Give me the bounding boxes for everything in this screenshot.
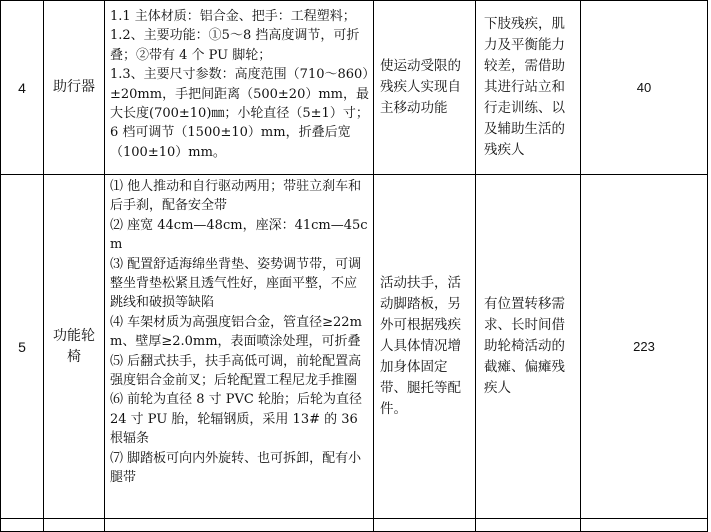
spec-line: 1.3、主要尺寸参数：高度范围（710～860）±20mm，手把间距离（500±20）mm，最大长度(700±10)㎜；小轮直径（5±1）寸；6 档可调节（1500±10）mm，折叠后宽（100±10）mm。 — [110, 67, 369, 160]
spec-line: 1.2、主要功能：①5～8 挡高度调节，可折叠；②带有 4 个 PU 脚轮； — [110, 28, 360, 63]
function-cell: 活动扶手，活动脚踏板，另外可根据残疾人具体情况增加身体固定带、腿托等配件。 — [374, 175, 476, 519]
spec-line: ⑵ 座宽 44cm—48cm，座深：41cm—45cm — [110, 217, 368, 253]
row-index: 5 — [1, 175, 44, 519]
quantity-cell: 223 — [581, 175, 708, 519]
product-name: 功能轮椅 — [44, 175, 105, 519]
quantity-cell: 40 — [581, 1, 708, 175]
table-row — [1, 175, 708, 519]
spec-line: ⑷ 车架材质为高强度铝合金，管直径≥22mm、壁厚≥2.0mm，表面喷涂处理，可折叠 — [110, 314, 362, 350]
spec-line: 1.1 主体材质：铝合金、把手：工程塑料； — [110, 9, 356, 24]
product-name: 助行器 — [44, 1, 105, 175]
spec-line: ⑸ 后翻式扶手，扶手高低可调，前轮配置高强度铝合金前叉；后轮配置工程尼龙手推圈 — [110, 353, 362, 389]
spec-cell — [105, 1, 374, 175]
spec-cell — [105, 175, 374, 519]
spec-line: ⑴ 他人推动和自行驱动两用；带驻立刹车和后手刹，配备安全带 — [110, 179, 362, 214]
spec-line: ⑺ 脚踏板可向内外旋转、也可拆卸，配有小腿带 — [110, 450, 362, 486]
table-row — [1, 1, 708, 175]
function-cell: 使运动受限的残疾人实现自主移动功能 — [374, 1, 476, 175]
spec-line: ⑹ 前轮为直径 8 寸 PVC 轮胎；后轮为直径 24 寸 PU 胎，轮辐钢质，采用 13# 的 36 根辐条 — [110, 392, 363, 447]
spec-line: ⑶ 配置舒适海绵坐背垫、姿势调节带，可调整坐背垫松紧且透气性好，座面平整，不应跳线和破损等缺陷 — [110, 256, 362, 311]
target-users-cell: 下肢残疾，肌力及平衡能力较差，需借助其进行站立和行走训练、以及辅助生活的残疾人 — [476, 1, 581, 175]
target-users-cell: 有位置转移需求、长时间借助轮椅活动的截瘫、偏瘫残疾人 — [476, 175, 581, 519]
row-index: 4 — [1, 1, 44, 175]
table-row-partial — [1, 519, 708, 532]
